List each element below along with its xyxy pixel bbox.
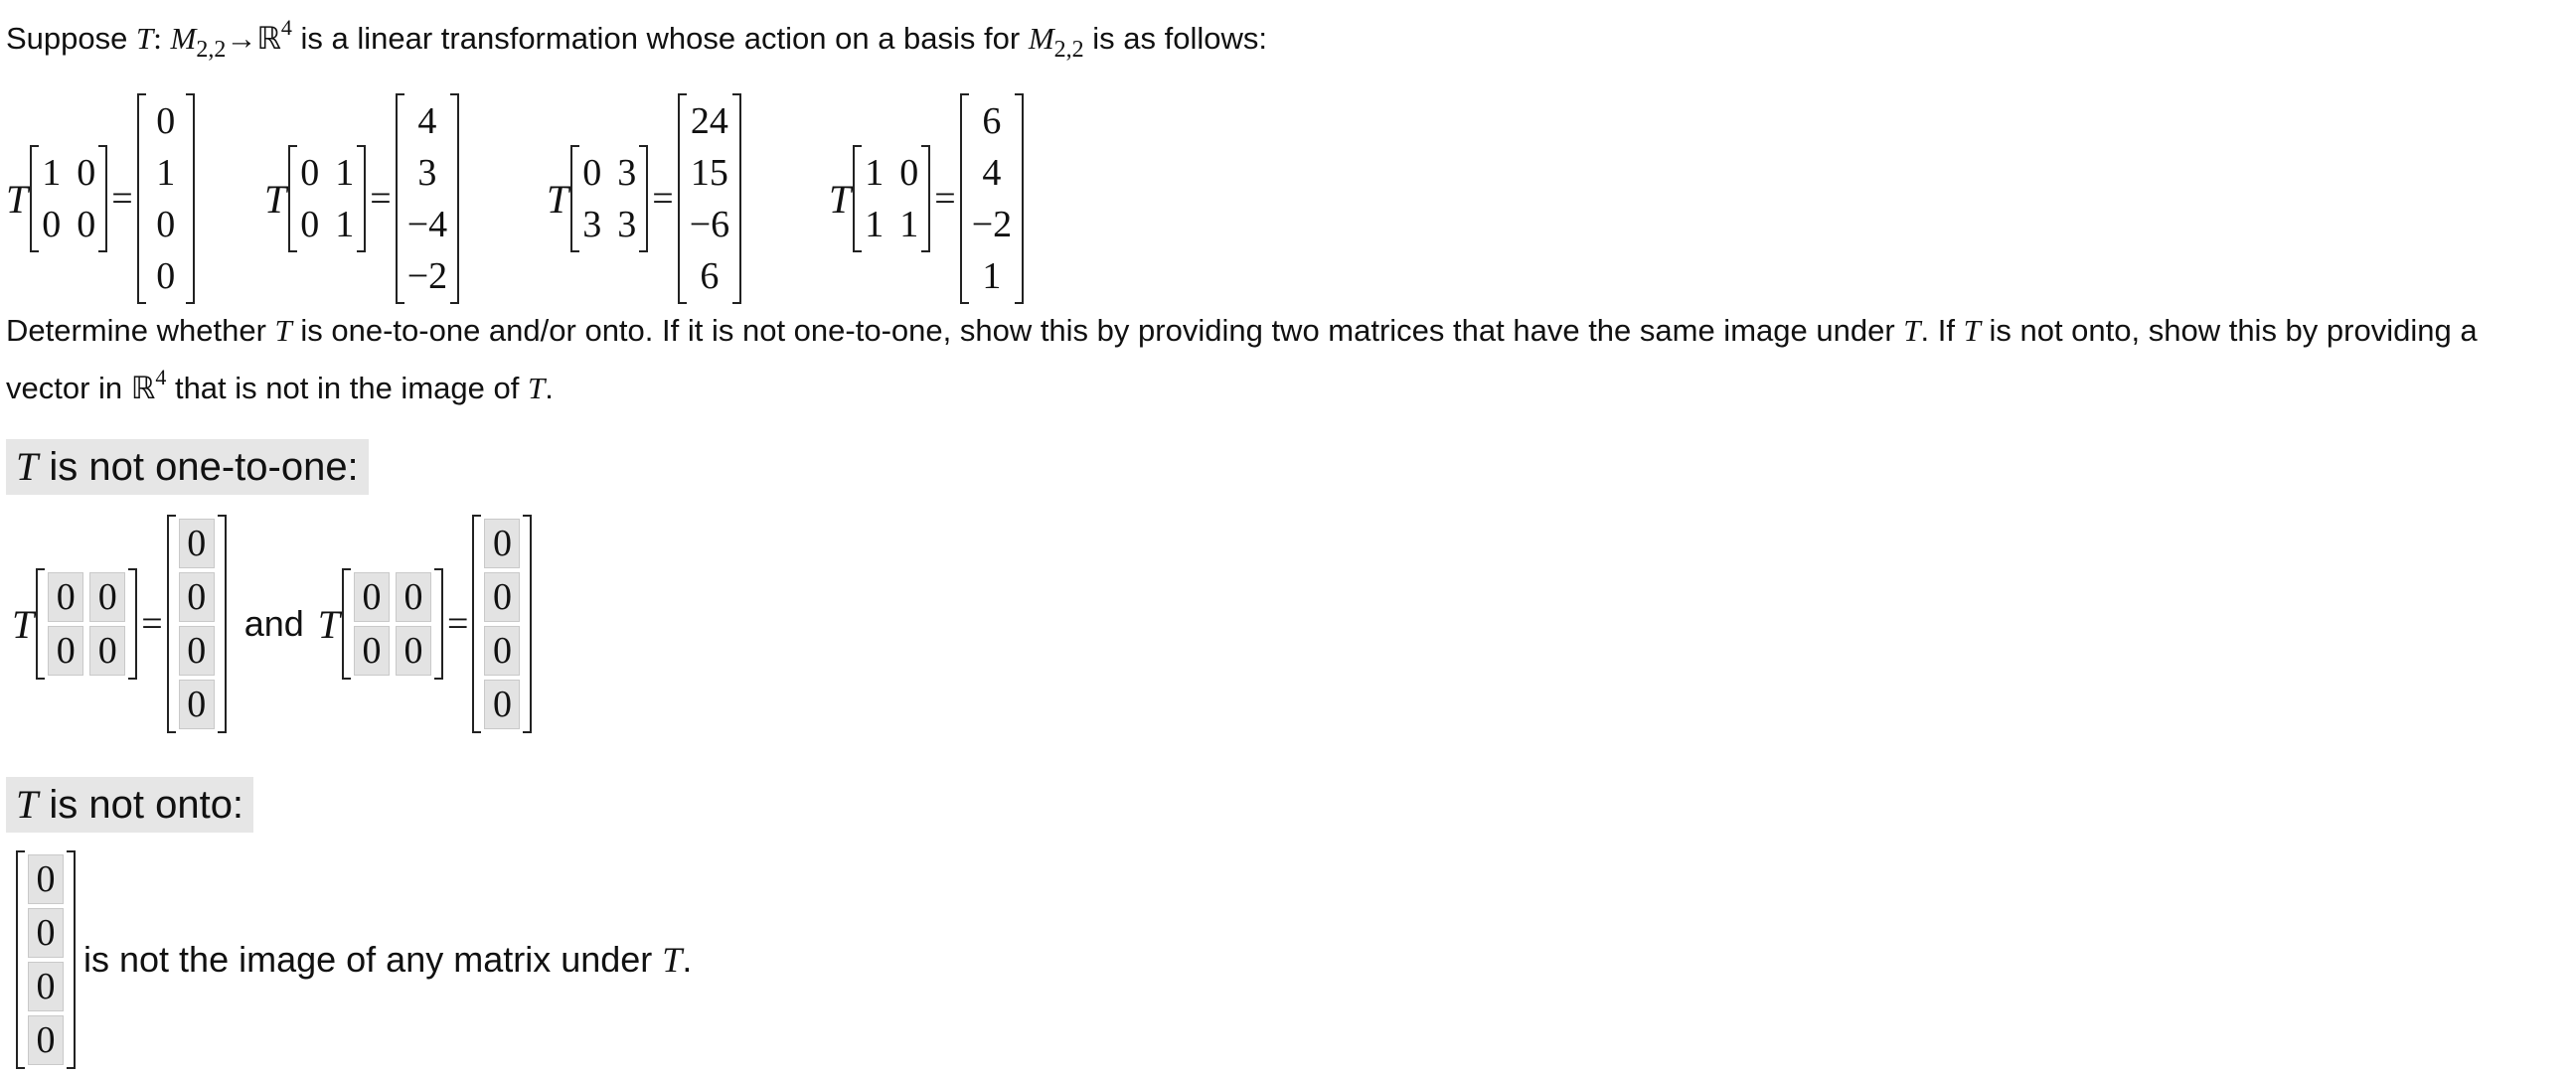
- period: .: [545, 371, 554, 405]
- answer-matrix-entry[interactable]: 0: [396, 626, 431, 676]
- output-vector: [678, 93, 741, 304]
- matrix-entry: 0: [899, 152, 919, 194]
- vector-entry: −4: [406, 204, 448, 245]
- answer-matrix-entry[interactable]: 0: [48, 626, 83, 676]
- symbol-T: T: [1903, 313, 1921, 348]
- intro-text-mid: is a linear transformation whose action on a basis for: [291, 21, 1029, 56]
- instruction-text: . If: [1920, 313, 1964, 348]
- matrix-entry: 0: [77, 152, 96, 194]
- superscript: 4: [280, 15, 292, 40]
- answer-equation-left: [12, 515, 532, 733]
- output-vector: [137, 93, 195, 304]
- problem-intro: [6, 8, 1267, 70]
- instruction-text: Determine whether: [6, 313, 275, 348]
- symbol-R: ℝ: [130, 371, 156, 405]
- answer-vector-entry[interactable]: 0: [484, 572, 520, 622]
- equals-sign: =: [370, 178, 392, 220]
- answer-matrix-entry[interactable]: 0: [89, 572, 125, 622]
- period: .: [682, 939, 693, 980]
- superscript: 4: [155, 365, 167, 389]
- matrix-entry: 0: [300, 152, 320, 194]
- colon: :: [153, 21, 162, 56]
- answer-vector-entry[interactable]: 0: [28, 908, 64, 958]
- input-matrix: [570, 145, 648, 252]
- output-vector: [396, 93, 459, 304]
- symbol-T: T: [16, 782, 39, 827]
- equals-sign: =: [652, 178, 674, 220]
- symbol-T: T: [317, 601, 341, 647]
- symbol-T: T: [829, 176, 852, 222]
- symbol-R: ℝ: [256, 21, 281, 56]
- symbol-M: M: [170, 21, 197, 56]
- answer-vector-right: [472, 515, 532, 733]
- statement-text: is not the image of any matrix under: [83, 939, 663, 980]
- vector-entry: 1: [156, 152, 176, 194]
- intro-text-post: is as follows:: [1083, 21, 1267, 56]
- matrix-entry: 1: [42, 152, 62, 194]
- symbol-T: T: [264, 176, 287, 222]
- matrix-entry: 0: [582, 152, 602, 194]
- matrix-entry: 3: [582, 204, 602, 245]
- instruction-line-1: [6, 311, 2478, 351]
- vector-entry: 3: [417, 152, 437, 194]
- answer-vector-entry[interactable]: 0: [484, 680, 520, 729]
- answer-vector-entry[interactable]: 0: [28, 1015, 64, 1065]
- answer-vector-not-in-image: [16, 850, 76, 1069]
- answer-vector-left: [167, 515, 227, 733]
- subscript: 2,2: [1053, 37, 1084, 63]
- input-matrix: [30, 145, 107, 252]
- vector-entry: −2: [406, 255, 448, 297]
- answer-vector-entry[interactable]: 0: [484, 626, 520, 676]
- instruction-text: is not onto, show this by providing a: [1980, 313, 2478, 348]
- vector-entry: 0: [156, 100, 176, 142]
- subscript: 2,2: [196, 37, 227, 63]
- instruction-text: is one-to-one and/or onto. If it is not one-to-one, show this by providing two matrices that have the same image under: [291, 313, 1904, 348]
- answer-vector-entry[interactable]: 0: [28, 962, 64, 1011]
- answer-matrix-entry[interactable]: 0: [396, 572, 431, 622]
- basis-equation-2: [264, 93, 459, 304]
- answer-not-onto: [16, 850, 692, 1069]
- symbol-T: T: [6, 176, 29, 222]
- matrix-entry: 1: [335, 152, 355, 194]
- answer-matrix-entry[interactable]: 0: [354, 626, 390, 676]
- basis-equation-4: [829, 93, 1024, 304]
- matrix-entry: 1: [865, 152, 885, 194]
- answer-vector-entry[interactable]: 0: [179, 519, 215, 568]
- vector-entry: 0: [156, 255, 176, 297]
- vector-entry: 1: [982, 255, 1002, 297]
- basis-equation-1: [6, 93, 195, 304]
- symbol-M: M: [1028, 21, 1054, 56]
- equals-sign: =: [111, 178, 133, 220]
- input-matrix: [853, 145, 930, 252]
- instruction-line-2: [6, 358, 554, 408]
- answer-vector-entry[interactable]: 0: [484, 519, 520, 568]
- symbol-T: T: [547, 176, 569, 222]
- symbol-T: T: [274, 313, 292, 348]
- equals-sign: =: [934, 178, 956, 220]
- answer-vector-entry[interactable]: 0: [179, 572, 215, 622]
- symbol-T: T: [12, 601, 35, 647]
- symbol-T: T: [136, 21, 154, 56]
- answer-matrix-entry[interactable]: 0: [89, 626, 125, 676]
- and-text: and: [243, 603, 304, 644]
- matrix-entry: 1: [899, 204, 919, 245]
- matrix-entry: 0: [300, 204, 320, 245]
- heading-text: is not onto:: [38, 783, 244, 827]
- answer-matrix-entry[interactable]: 0: [48, 572, 83, 622]
- matrix-entry: 3: [617, 204, 637, 245]
- arrow-symbol: →: [226, 21, 257, 56]
- symbol-T: T: [1963, 313, 1981, 348]
- answer-vector-entry[interactable]: 0: [179, 680, 215, 729]
- instruction-text: that is not in the image of: [166, 371, 528, 405]
- vector-entry: −6: [689, 204, 730, 245]
- instruction-text: vector in: [6, 371, 131, 405]
- answer-heading-not-onto: [6, 777, 253, 833]
- answer-matrix-entry[interactable]: 0: [354, 572, 390, 622]
- vector-entry: 15: [690, 152, 728, 194]
- basis-equation-3: [547, 93, 741, 304]
- intro-text: Suppose: [6, 21, 136, 56]
- vector-entry: 6: [982, 100, 1002, 142]
- symbol-T: T: [16, 444, 39, 489]
- equals-sign: =: [447, 603, 469, 645]
- answer-matrix-left: [36, 568, 137, 680]
- output-vector: [960, 93, 1024, 304]
- vector-entry: 4: [982, 152, 1002, 194]
- answer-vector-entry[interactable]: 0: [179, 626, 215, 676]
- symbol-T: T: [662, 940, 683, 980]
- equals-sign: =: [141, 603, 163, 645]
- matrix-entry: 0: [77, 204, 96, 245]
- input-matrix: [288, 145, 366, 252]
- vector-entry: 4: [417, 100, 437, 142]
- heading-text: is not one-to-one:: [38, 445, 359, 489]
- answer-heading-not-one-to-one: [6, 439, 369, 495]
- answer-matrix-right: [342, 568, 443, 680]
- vector-entry: −2: [971, 204, 1013, 245]
- matrix-entry: 1: [335, 204, 355, 245]
- vector-entry: 6: [700, 255, 720, 297]
- not-image-statement: [83, 939, 692, 981]
- vector-entry: 0: [156, 204, 176, 245]
- matrix-entry: 3: [617, 152, 637, 194]
- answer-vector-entry[interactable]: 0: [28, 854, 64, 904]
- symbol-T: T: [527, 371, 546, 405]
- matrix-entry: 1: [865, 204, 885, 245]
- vector-entry: 24: [690, 100, 728, 142]
- matrix-entry: 0: [42, 204, 62, 245]
